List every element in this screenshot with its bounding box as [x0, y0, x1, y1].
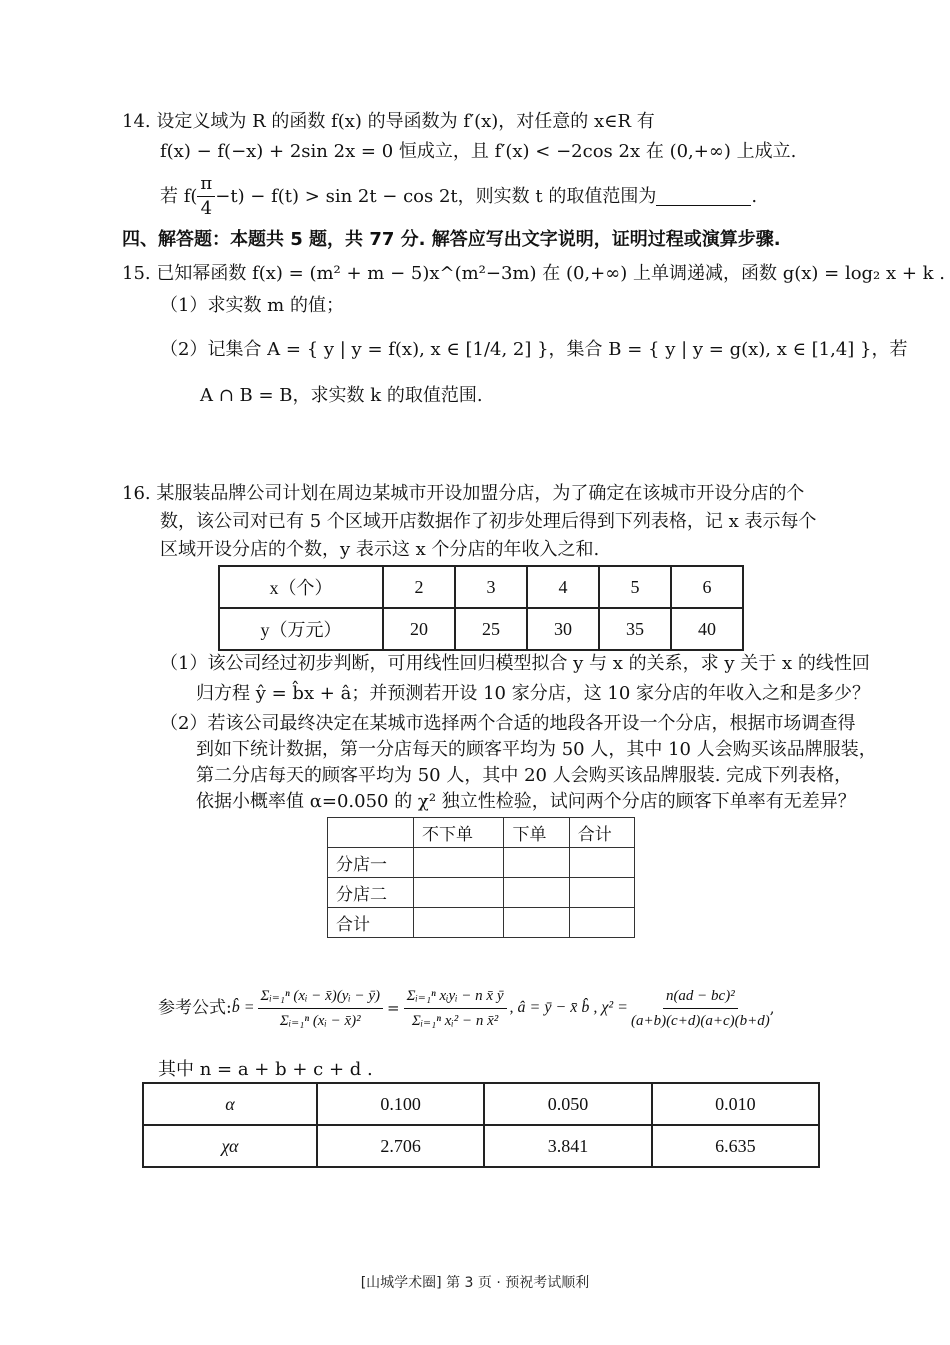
q14-fraction: [197, 172, 215, 221]
q14-answer-blank: [656, 187, 751, 206]
table-cell: x（个）: [219, 566, 383, 608]
chi-square-num: n(ad − bc)²: [663, 984, 738, 1009]
table-cell: 6: [671, 566, 743, 608]
q16-para-2: 数，该公司对已有 5 个区域开店数据作了初步处理后得到下列表格，记 x 表示每个: [160, 511, 817, 532]
formula-label: 参考公式:: [158, 998, 232, 1018]
table-cell: [569, 908, 634, 938]
table-cell: 2.706: [317, 1125, 484, 1167]
table-cell: [504, 878, 569, 908]
q15-part-1: （1）求实数 m 的值；: [160, 295, 344, 316]
b-hat-fraction-2: [404, 984, 507, 1033]
q14-frac-den: 4: [200, 198, 213, 219]
table-cell: [569, 878, 634, 908]
table-cell: [504, 848, 569, 878]
chi-square-den: (a+b)(c+d)(a+c)(b+d): [630, 1012, 770, 1029]
table-cell: 40: [671, 608, 743, 650]
q14-frac-num: π: [197, 172, 215, 197]
q16-part-1-a: （1）该公司经过初步判断，可用线性回归模型拟合 y 与 x 的关系，求 y 关于 x 的线性回: [160, 653, 870, 674]
table-cell: 6.635: [652, 1125, 819, 1167]
q16-part-1-b: 归方程 ŷ = b̂x + â；并预测若开设 10 家分店，这 10 家分店的年收入之和是多少？: [196, 683, 871, 704]
reference-formula: [158, 968, 775, 1048]
q16-part-2-a: （2）若该公司最终决定在某城市选择两个合适的地段各开设一个分店，根据市场调查得: [160, 713, 856, 734]
table-cell: 不下单: [414, 818, 504, 848]
q15-part-2-cont: A ∩ B = B，求实数 k 的取值范围.: [200, 385, 483, 406]
q14-line-3a: 若 f(: [160, 185, 198, 207]
q16-para-3: 区域开设分店的个数，y 表示这 x 个分店的年收入之和.: [160, 539, 600, 560]
table-cell: 20: [383, 608, 455, 650]
table-cell: 25: [455, 608, 527, 650]
b-hat-fraction-1: [258, 984, 384, 1033]
table-row: [328, 878, 635, 908]
table-cell: [504, 908, 569, 938]
q16-para-1: 16. 某服装品牌公司计划在周边某城市开设加盟分店，为了确定在该城市开设分店的个: [122, 483, 805, 504]
chi-square-fraction: [631, 984, 770, 1033]
formula-comma: ,: [769, 999, 775, 1017]
q16-part-2-c: 第二分店每天的顾客平均为 50 人，其中 20 人会购买该品牌服装. 完成下列表格，: [196, 765, 853, 786]
table-row: [219, 608, 743, 650]
equals-sign: =: [387, 999, 400, 1017]
table-cell: 35: [599, 608, 671, 650]
q14-line-1: 14. 设定义域为 R 的函数 f(x) 的导函数为 f′(x)，对任意的 x∈R 有: [122, 111, 655, 132]
table-cell: 下单: [504, 818, 569, 848]
table-cell: 合计: [569, 818, 634, 848]
table-cell: 3.841: [484, 1125, 651, 1167]
table-cell: 5: [599, 566, 671, 608]
b-hat-den-2: Σᵢ₌₁ⁿ xᵢ² − n x̄²: [411, 1012, 499, 1029]
q16-part-2-d: 依据小概率值 α=0.050 的 χ² 独立性检验，试问两个分店的顾客下单率有无差异？: [196, 791, 856, 812]
table-cell: y（万元）: [219, 608, 383, 650]
table-cell: 0.010: [652, 1083, 819, 1125]
a-hat-and-chi: , â = ȳ − x̄ b̂ , χ² =: [509, 999, 628, 1016]
data-table-xy: [218, 565, 744, 651]
page-footer: [山城学术圈] 第 3 页 · 预祝考试顺利: [360, 1275, 590, 1291]
table-cell: α: [143, 1083, 317, 1125]
table-row: [143, 1125, 819, 1167]
table-cell: 分店一: [328, 848, 414, 878]
table-row: [328, 848, 635, 878]
q16-part-2-b: 到如下统计数据，第一分店每天的顾客平均为 50 人，其中 10 人会购买该品牌服装，: [196, 739, 877, 760]
table-cell: 3: [455, 566, 527, 608]
table-cell: 2: [383, 566, 455, 608]
table-row: [219, 566, 743, 608]
table-cell: 0.050: [484, 1083, 651, 1125]
q14-line-3: [160, 172, 757, 221]
table-cell: [414, 848, 504, 878]
table-cell: 分店二: [328, 878, 414, 908]
q14-line-2: f(x) − f(−x) + 2sin 2x = 0 恒成立，且 f′(x) < −2cos 2x 在 (0,+∞) 上成立.: [160, 141, 797, 162]
table-cell: χα: [143, 1125, 317, 1167]
section-4-heading: 四、解答题：本题共 5 题，共 77 分. 解答应写出文字说明，证明过程或演算步骤.: [122, 229, 781, 250]
table-cell: 0.100: [317, 1083, 484, 1125]
table-cell: 4: [527, 566, 599, 608]
q14-line-3b: −t) − f(t) > sin 2t − cos 2t，则实数 t 的取值范围为: [215, 185, 657, 207]
contingency-table: [327, 817, 635, 938]
table-row: [143, 1083, 819, 1125]
table-cell: [414, 908, 504, 938]
b-hat-num-1: Σᵢ₌₁ⁿ (xᵢ − x̄)(yᵢ − ȳ): [258, 984, 384, 1009]
b-hat-label: b̂ =: [231, 999, 255, 1016]
table-cell: [328, 818, 414, 848]
q14-line-3-end: .: [751, 185, 758, 207]
table-cell: [414, 878, 504, 908]
critical-value-table: [142, 1082, 820, 1168]
table-cell: 合计: [328, 908, 414, 938]
b-hat-den-1: Σᵢ₌₁ⁿ (xᵢ − x̄)²: [279, 1012, 361, 1029]
table-row: [328, 908, 635, 938]
q15-line-1: 15. 已知幂函数 f(x) = (m² + m − 5)x^(m²−3m) 在 (0,+∞) 上单调递减，函数 g(x) = log₂ x + k .: [122, 263, 946, 284]
table-row: [328, 818, 635, 848]
q15-part-2: （2）记集合 A = { y | y = f(x), x ∈ [1/4, 2] }，集合 B = { y | y = g(x), x ∈ [1,4] }，若: [160, 339, 908, 360]
table-cell: 30: [527, 608, 599, 650]
table-cell: [569, 848, 634, 878]
formula-where: 其中 n = a + b + c + d .: [158, 1059, 373, 1080]
b-hat-num-2: Σᵢ₌₁ⁿ xᵢyᵢ − n x̄ ȳ: [404, 984, 507, 1009]
